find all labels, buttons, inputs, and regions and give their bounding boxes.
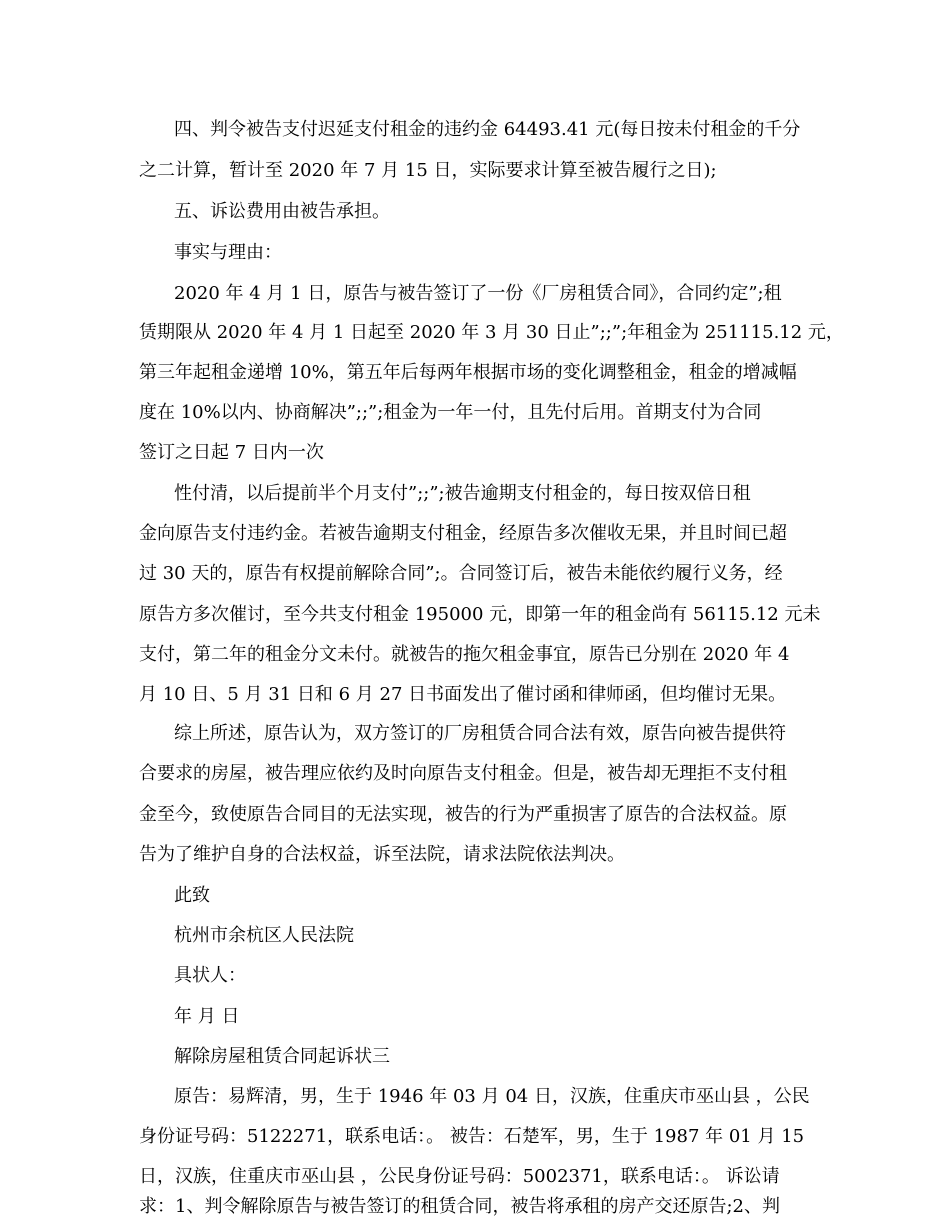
line-text: 五、诉讼费用由被告承担。 xyxy=(174,201,390,222)
line-text: 原告方多次催讨，至今共支付租金 195000 元，即第一年的租金尚有 56115.12 元未 xyxy=(139,604,821,625)
text-line xyxy=(0,1037,950,1077)
line-text: 赁期限从 2020 年 4 月 1 日起至 2020 年 3 月 30 日止”;;”;年租金为 251115.12 元， xyxy=(139,322,844,343)
text-line xyxy=(0,675,950,715)
line-text: 此致 xyxy=(174,885,210,906)
text-line xyxy=(0,313,950,353)
text-line xyxy=(0,956,950,996)
text-line xyxy=(0,876,950,916)
text-line xyxy=(0,274,950,314)
line-text: 签订之日起 7 日内一次 xyxy=(139,442,324,463)
line-text: 合要求的房屋，被告理应依约及时向原告支付租金。但是，被告却无理拒不支付租 xyxy=(139,763,787,784)
line-text: 四、判令被告支付迟延支付租金的违约金 64493.41 元(每日按未付租金的千分 xyxy=(174,119,801,140)
text-line xyxy=(0,1117,950,1157)
line-text: 具状人： xyxy=(174,965,246,986)
text-line xyxy=(0,474,950,514)
text-line xyxy=(0,433,950,473)
line-text: 月 10 日、5 月 31 日和 6 月 27 日书面发出了催讨函和律师函，但均催讨无果。 xyxy=(139,684,787,705)
text-line xyxy=(0,110,950,150)
line-text: 告为了维护自身的合法权益，诉至法院，请求法院依法判决。 xyxy=(139,844,625,865)
text-line xyxy=(0,192,950,232)
text-line xyxy=(0,714,950,754)
line-text: 日，汉族，住重庆市巫山县 ，公民身份证号码：5002371，联系电话：。 诉讼请 xyxy=(139,1166,780,1187)
text-line xyxy=(0,835,950,875)
line-text: 综上所述，原告认为，双方签订的厂房租赁合同合法有效，原告向被告提供符 xyxy=(174,723,786,744)
text-line xyxy=(0,233,950,273)
text-line xyxy=(0,635,950,675)
line-text: 度在 10%以内、协商解决”;;”;租金为一年一付，且先付后用。首期支付为合同 xyxy=(139,402,762,423)
text-line xyxy=(0,1187,950,1227)
line-text: 支付，第二年的租金分文未付。就被告的拖欠租金事宜，原告已分别在 2020 年 4 xyxy=(139,644,790,665)
line-text: 解除房屋租赁合同起诉状三 xyxy=(174,1046,390,1067)
line-text: 求：1、判令解除原告与被告签订的租赁合同，被告将承租的房产交还原告;2、判 xyxy=(139,1196,780,1217)
line-text: 金至今，致使原告合同目的无法实现，被告的行为严重损害了原告的合法权益。原 xyxy=(139,804,787,825)
line-text: 杭州市余杭区人民法院 xyxy=(174,925,354,946)
text-line xyxy=(0,595,950,635)
line-text: 过 30 天的，原告有权提前解除合同”;。合同签订后，被告未能依约履行义务，经 xyxy=(139,563,783,584)
text-line xyxy=(0,997,950,1037)
line-text: 年 月 日 xyxy=(174,1006,240,1027)
line-text: 第三年起租金递增 10%，第五年后每两年根据市场的变化调整租金，租金的增减幅 xyxy=(139,362,797,383)
text-line xyxy=(0,795,950,835)
text-line xyxy=(0,1077,950,1117)
text-line xyxy=(0,754,950,794)
line-text: 性付清，以后提前半个月支付”;;”;被告逾期支付租金的，每日按双倍日租 xyxy=(174,483,751,504)
text-line xyxy=(0,554,950,594)
text-line xyxy=(0,393,950,433)
text-line xyxy=(0,514,950,554)
text-line xyxy=(0,151,950,191)
line-text: 之二计算，暂计至 2020 年 7 月 15 日，实际要求计算至被告履行之日); xyxy=(139,160,717,181)
line-text: 金向原告支付违约金。若被告逾期支付租金，经原告多次催收无果，并且时间已超 xyxy=(139,523,787,544)
line-text: 事实与理由： xyxy=(174,242,282,263)
line-text: 2020 年 4 月 1 日，原告与被告签订了一份《厂房租赁合同》，合同约定”;租 xyxy=(174,283,782,304)
text-line xyxy=(0,353,950,393)
line-text: 原告：易辉清，男，生于 1946 年 03 月 04 日，汉族，住重庆市巫山县 ，公民 xyxy=(174,1086,810,1107)
line-text: 身份证号码：5122271，联系电话：。 被告：石楚军，男，生于 1987 年 01 月 15 xyxy=(139,1126,805,1147)
text-line xyxy=(0,916,950,956)
